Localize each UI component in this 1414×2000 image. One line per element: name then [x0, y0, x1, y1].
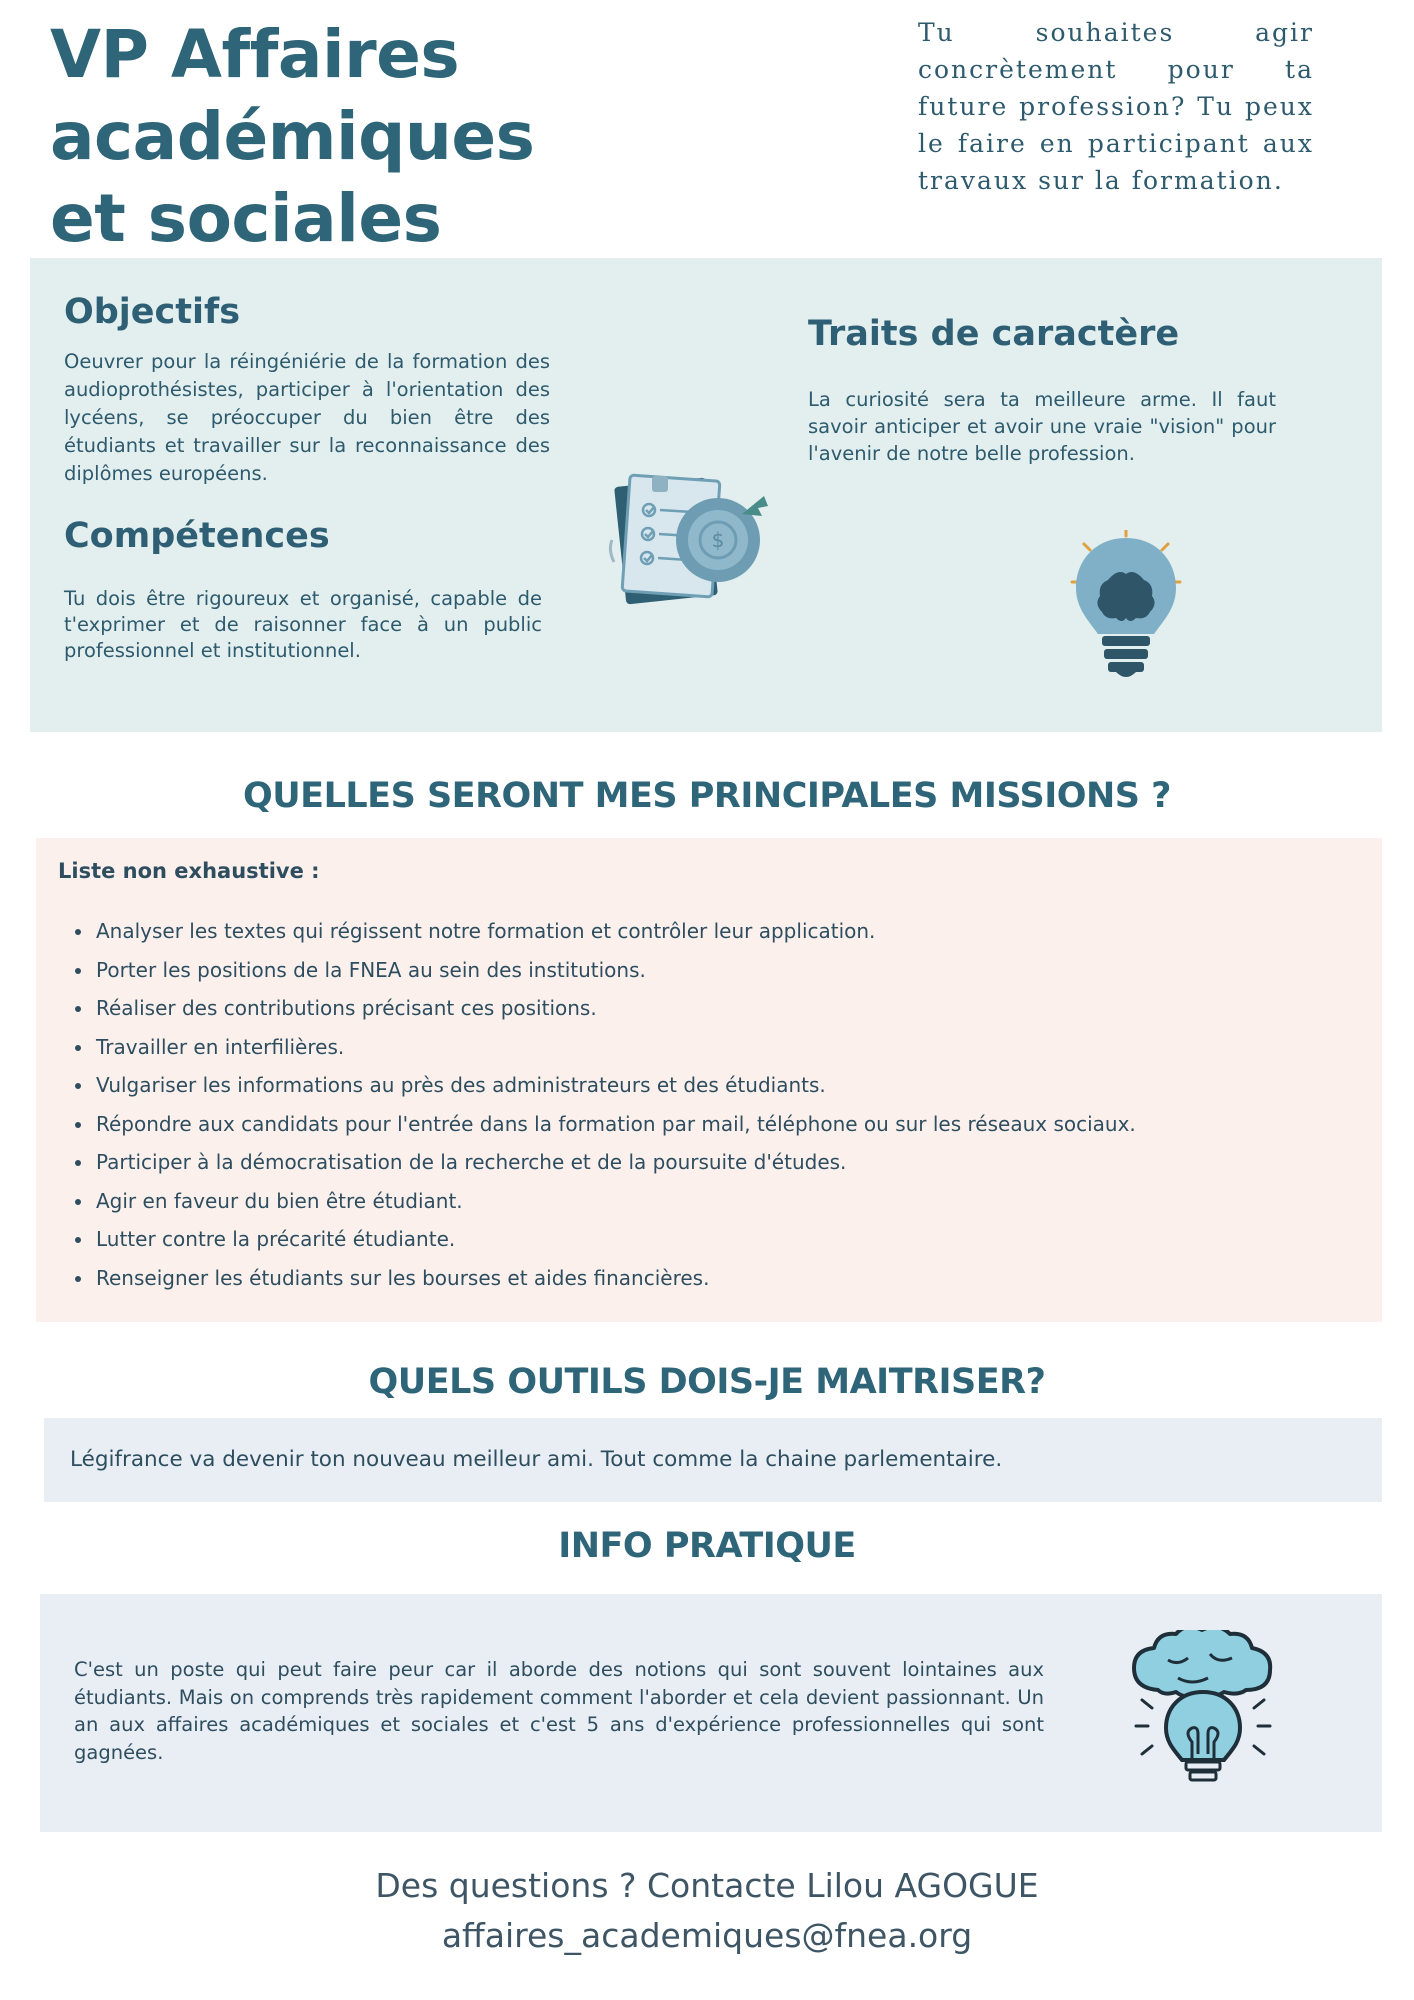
missions-heading: QUELLES SERONT MES PRINCIPALES MISSIONS ? [242, 776, 1171, 816]
brain-bulb-icon [1118, 1630, 1288, 1790]
objectifs-heading: Objectifs [64, 292, 241, 332]
contact-line: Des questions ? Contacte Lilou AGOGUE [375, 1866, 1039, 1905]
page-title-line-1: VP Affaires académiques [50, 16, 535, 175]
traits-text: La curiosité sera ta meilleure arme. Il faut savoir anticiper et avoir une vraie "vision" pour l'avenir de notre belle profession. [808, 388, 1276, 465]
list-item: Lutter contre la précarité étudiante. [66, 1220, 1346, 1259]
lightbulb-brain-icon [1068, 530, 1184, 680]
svg-text:$: $ [711, 528, 725, 552]
list-item: Renseigner les étudiants sur les bourses et aides financières. [66, 1259, 1346, 1298]
list-item: Agir en faveur du bien être étudiant. [66, 1182, 1346, 1221]
info-text: C'est un poste qui peut faire peur car il aborde des notions qui sont souvent lointaines aux étudiants. Mais on comprends très rapidement comment l'aborder et cela devient passionnant. Un an aux affaires académiques et sociales et c'est 5 ans d'expérience professionnelles qui sont gagnées. [74, 1658, 1044, 1764]
contact-email[interactable]: affaires_academiques@fnea.org [441, 1916, 973, 1955]
missions-subtitle: Liste non exhaustive : [58, 859, 320, 883]
objectifs-text: Oeuvrer pour la réingéniérie de la formation des audioprothésistes, participer à l'orientation des lycéens, se préoccuper du bien être des étudiants et travailler sur la reconnaissance des diplômes européens. [64, 350, 550, 485]
page-title [50, 14, 890, 260]
info-heading: INFO PRATIQUE [558, 1526, 856, 1566]
traits-heading: Traits de caractère [808, 314, 1180, 354]
list-item: Analyser les textes qui régissent notre formation et contrôler leur application. [66, 912, 1346, 951]
intro-text: Tu souhaites agir concrètement pour ta future profession? Tu peux le faire en participant aux travaux sur la formation. [918, 18, 1314, 195]
list-item: Vulgariser les informations au près des administrateurs et des étudiants. [66, 1066, 1346, 1105]
checklist-coin-icon [604, 470, 784, 620]
list-item: Réaliser des contributions précisant ces positions. [66, 989, 1346, 1028]
competences-text: Tu dois être rigoureux et organisé, capable de t'exprimer et de raisonner face à un public professionnel et institutionnel. [64, 587, 542, 662]
page-title-line-2: et sociales [50, 180, 442, 257]
competences-heading: Compétences [64, 516, 330, 556]
list-item: Répondre aux candidats pour l'entrée dans la formation par mail, téléphone ou sur les réseaux sociaux. [66, 1105, 1346, 1144]
outils-text: Légifrance va devenir ton nouveau meilleur ami. Tout comme la chaine parlementaire. [70, 1447, 1003, 1472]
list-item: Participer à la démocratisation de la recherche et de la poursuite d'études. [66, 1143, 1346, 1182]
outils-heading: QUELS OUTILS DOIS-JE MAITRISER? [368, 1362, 1046, 1402]
list-item: Porter les positions de la FNEA au sein des institutions. [66, 951, 1346, 990]
missions-list [66, 912, 1346, 1297]
list-item: Travailler en interfilières. [66, 1028, 1346, 1067]
